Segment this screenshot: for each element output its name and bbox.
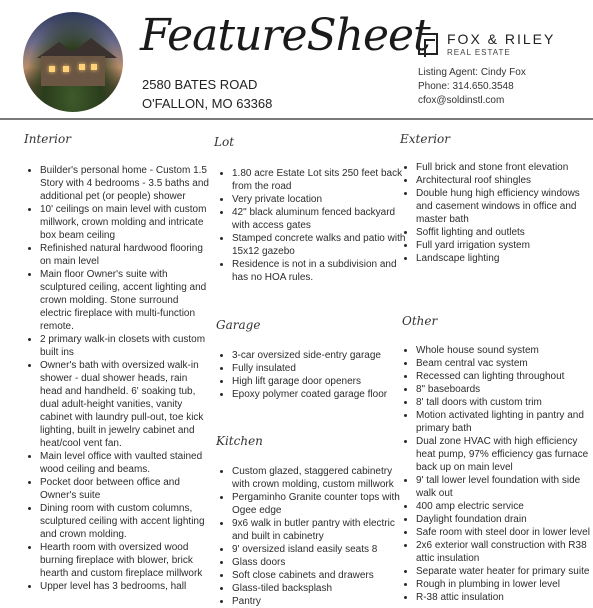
other-list bbox=[402, 344, 593, 604]
exterior-list-item: • Soffit lighting and outlets bbox=[416, 226, 593, 239]
lot-list bbox=[218, 167, 410, 284]
other-list-item: • Recessed can lighting throughout bbox=[416, 370, 593, 383]
header-divider bbox=[0, 118, 593, 120]
section-title-garage: Garage bbox=[216, 318, 261, 332]
garage-list-item: • High lift garage door openers bbox=[232, 375, 410, 388]
exterior-list-item: • Double hung high efficiency windows and casement windows in office and master bath bbox=[416, 187, 593, 226]
exterior-list-item: • Full yard irrigation system bbox=[416, 239, 593, 252]
interior-list-item: • Owner's bath with oversized walk-in shower - dual shower heads, rain head and handheld. 6' soaking tub, dual adult-height vanities, vanity cabinet with laundry pull-out, toe kick lighting, built in jewelry cabinet and heat/cool vent fan. bbox=[40, 359, 212, 450]
kitchen-list-item: • Pergaminho Granite counter tops with Ogee edge bbox=[232, 491, 410, 517]
kitchen-list-item: • 9' oversized island easily seats 8 bbox=[232, 543, 410, 556]
other-list-item: • Motion activated lighting in pantry and primary bath bbox=[416, 409, 593, 435]
other-list-item: • 400 amp electric service bbox=[416, 500, 593, 513]
interior-list-item: • 10' ceilings on main level with custom millwork, crown molding and intricate box beam ceiling bbox=[40, 203, 212, 242]
interior-list-item: • Dining room with custom columns, sculptured ceiling with accent lighting and crown molding. bbox=[40, 502, 212, 541]
other-list-item: • 9' tall lower level foundation with side walk out bbox=[416, 474, 593, 500]
house-window bbox=[79, 64, 85, 70]
other-list-item: • 8" baseboards bbox=[416, 383, 593, 396]
garage-list bbox=[218, 349, 410, 401]
address-line1: 2580 BATES ROAD bbox=[142, 77, 258, 92]
other-list-item: • Daylight foundation drain bbox=[416, 513, 593, 526]
header bbox=[0, 0, 593, 118]
lot-list-item: • Very private location bbox=[232, 193, 410, 206]
house-window bbox=[63, 66, 69, 72]
lot-list-item: • 42" black aluminum fenced backyard with access gates bbox=[232, 206, 410, 232]
brand-subtitle: REAL ESTATE bbox=[447, 48, 511, 57]
exterior-list-item: • Full brick and stone front elevation bbox=[416, 161, 593, 174]
garage-list-item: • Fully insulated bbox=[232, 362, 410, 375]
house-window bbox=[49, 66, 55, 72]
interior-list-item: • Upper level has 3 bedrooms, hall bbox=[40, 580, 212, 593]
interior-list-item: • Main floor Owner's suite with sculptured ceiling, accent lighting and crown molding. Stone surround electric fireplace with multi-function remote. bbox=[40, 268, 212, 333]
kitchen-list-item: • Soft close cabinets and drawers bbox=[232, 569, 410, 582]
other-list-item: • 2x6 exterior wall construction with R38 attic insulation bbox=[416, 539, 593, 565]
interior-list-item: • Builder's personal home - Custom 1.5 Story with 4 bedrooms - 3.5 baths and additional pet (or people) shower bbox=[40, 164, 212, 203]
other-list-item: • Safe room with steel door in lower level bbox=[416, 526, 593, 539]
kitchen-list-item: • Custom glazed, staggered cabinetry with crown molding, custom millwork bbox=[232, 465, 410, 491]
section-title-interior: Interior bbox=[24, 132, 71, 146]
exterior-list-item: • Landscape lighting bbox=[416, 252, 593, 265]
interior-list-item: • Main level office with vaulted stained wood ceiling and beams. bbox=[40, 450, 212, 476]
exterior-list-item: • Architectural roof shingles bbox=[416, 174, 593, 187]
address-line2: O'FALLON, MO 63368 bbox=[142, 96, 273, 111]
section-title-exterior: Exterior bbox=[400, 132, 450, 146]
brand-name: FOX & RILEY bbox=[447, 31, 556, 47]
kitchen-list-item: • Pantry bbox=[232, 595, 410, 608]
garage-list-item: • Epoxy polymer coated garage floor bbox=[232, 388, 410, 401]
kitchen-list-item: • Glass doors bbox=[232, 556, 410, 569]
agent-email[interactable]: cfox@soldinstl.com bbox=[418, 95, 505, 106]
brand-logo-icon bbox=[418, 33, 438, 55]
page-title: FeatureSheet bbox=[140, 10, 430, 61]
listing-agent: Listing Agent: Cindy Fox bbox=[418, 67, 526, 78]
other-list-item: • R-38 attic insulation bbox=[416, 591, 593, 604]
lot-list-item: • Stamped concrete walks and patio with 15x12 gazebo bbox=[232, 232, 410, 258]
kitchen-list-item: • 9x6 walk in butler pantry with electric and built in cabinetry bbox=[232, 517, 410, 543]
lot-list-item: • 1.80 acre Estate Lot sits 250 feet back from the road bbox=[232, 167, 410, 193]
house-body bbox=[41, 56, 105, 86]
other-list-item: • Rough in plumbing in lower level bbox=[416, 578, 593, 591]
interior-list bbox=[26, 164, 212, 593]
agent-phone: Phone: 314.650.3548 bbox=[418, 81, 514, 92]
lot-list-item: • Residence is not in a subdivision and has no HOA rules. bbox=[232, 258, 410, 284]
section-title-kitchen: Kitchen bbox=[216, 434, 263, 448]
exterior-list bbox=[402, 161, 593, 265]
garage-list-item: • 3-car oversized side-entry garage bbox=[232, 349, 410, 362]
section-title-other: Other bbox=[402, 314, 438, 328]
interior-list-item: • Hearth room with oversized wood burning fireplace with blower, brick hearth and custom fireplace millwork bbox=[40, 541, 212, 580]
kitchen-list-item: • Glass-tiled backsplash bbox=[232, 582, 410, 595]
other-list-item: • 8' tall doors with custom trim bbox=[416, 396, 593, 409]
interior-list-item: • Pocket door between office and Owner's suite bbox=[40, 476, 212, 502]
other-list-item: • Whole house sound system bbox=[416, 344, 593, 357]
kitchen-list bbox=[218, 465, 410, 608]
other-list-item: • Beam central vac system bbox=[416, 357, 593, 370]
interior-list-item: • Refinished natural hardwood flooring on main level bbox=[40, 242, 212, 268]
other-list-item: • Separate water heater for primary suite bbox=[416, 565, 593, 578]
house-window bbox=[91, 64, 97, 70]
interior-list-item: • 2 primary walk-in closets with custom built ins bbox=[40, 333, 212, 359]
house-photo bbox=[23, 12, 123, 112]
house-roof-right bbox=[65, 38, 117, 58]
section-title-lot: Lot bbox=[214, 135, 235, 149]
other-list-item: • Dual zone HVAC with high efficiency heat pump, 97% efficiency gas furnace back up on main level bbox=[416, 435, 593, 474]
